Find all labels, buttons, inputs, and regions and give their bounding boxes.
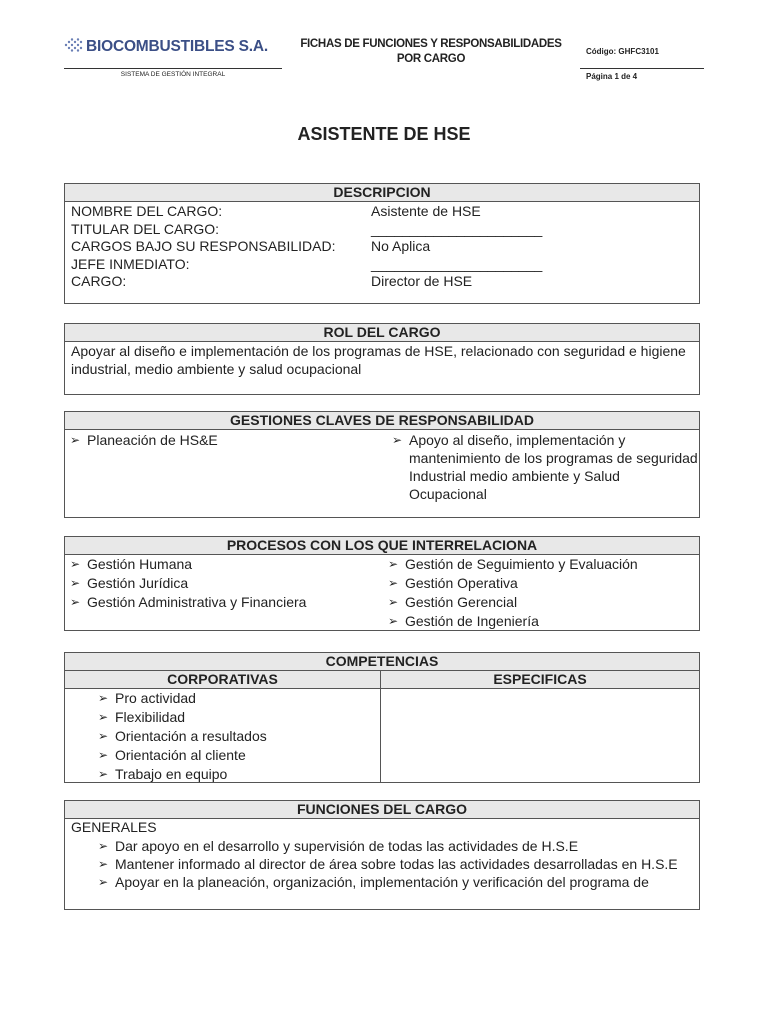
arrow-bullet-icon: ➢ [388, 595, 399, 609]
arrow-bullet-icon: ➢ [70, 595, 81, 609]
rol-text: Apoyar al diseño e implementación de los programas de HSE, relacionado con seguridad e higiene industrial, medio ambiente y salud ocupacional [71, 343, 686, 377]
gestiones-section [64, 411, 700, 518]
procesos-section [64, 536, 700, 631]
value-cargo: Director de HSE [371, 273, 473, 289]
column-header-especificas: ESPECIFICAS [381, 671, 699, 689]
list-item: ➢ Dar apoyo en el desarrollo y supervisión de todas las actividades de H.S.E [98, 837, 579, 854]
arrow-bullet-icon: ➢ [98, 856, 109, 871]
arrow-bullet-icon: ➢ [70, 557, 81, 571]
list-item: ➢ Gestión Humana [70, 556, 193, 572]
column-header-corporativas: CORPORATIVAS [65, 671, 380, 689]
list-item: ➢ Planeación de HS&E [70, 432, 218, 448]
system-name: SISTEMA DE GESTIÓN INTEGRAL [64, 68, 282, 78]
section-header: DESCRIPCION [65, 184, 699, 202]
section-header: COMPETENCIAS [65, 653, 699, 671]
header-title [284, 37, 578, 67]
company-name: BIOCOMBUSTIBLES S.A. [86, 38, 269, 55]
value-nombre: Asistente de HSE [371, 203, 481, 219]
company-logo [64, 38, 268, 56]
arrow-bullet-icon: ➢ [98, 729, 109, 743]
section-header: ROL DEL CARGO [65, 324, 699, 342]
label-cargo: CARGO: [71, 273, 127, 289]
list-item: ➢ Gestión Gerencial [388, 594, 518, 610]
corporativas-column [65, 671, 381, 783]
procesos-right-list [383, 555, 693, 631]
document-title: ASISTENTE DE HSE [297, 124, 471, 144]
arrow-bullet-icon: ➢ [392, 433, 403, 447]
list-item: ➢ Gestión Operativa [388, 575, 518, 591]
section-header: GESTIONES CLAVES DE RESPONSABILIDAD [65, 412, 699, 430]
descripcion-labels [71, 203, 336, 291]
arrow-bullet-icon: ➢ [98, 874, 109, 889]
procesos-left-list [65, 555, 375, 612]
arrow-bullet-icon: ➢ [70, 433, 81, 447]
list-item: ➢ Orientación a resultados [98, 728, 267, 744]
page-number: Página 1 de 4 [580, 68, 704, 81]
dots-logo-icon [64, 38, 84, 52]
arrow-bullet-icon: ➢ [388, 576, 399, 590]
header-title-line1: FICHAS DE FUNCIONES Y RESPONSABILIDADES [300, 38, 562, 50]
list-item: ➢ Mantener informado al director de área sobre todas las actividades desarrolladas en H.S.E [98, 855, 678, 872]
arrow-bullet-icon: ➢ [70, 576, 81, 590]
arrow-bullet-icon: ➢ [98, 691, 109, 705]
arrow-bullet-icon: ➢ [388, 557, 399, 571]
value-cargos-bajo: No Aplica [371, 238, 431, 254]
arrow-bullet-icon: ➢ [98, 748, 109, 762]
list-item: ➢ Gestión Jurídica [70, 575, 189, 591]
funciones-section [64, 800, 700, 910]
arrow-bullet-icon: ➢ [388, 614, 399, 628]
section-header: PROCESOS CON LOS QUE INTERRELACIONA [65, 537, 699, 555]
value-titular: ______________________ [371, 220, 543, 237]
list-item: ➢ Gestión Administrativa y Financiera [70, 594, 307, 610]
value-jefe: ______________________ [371, 255, 543, 272]
header-title-line2: POR CARGO [396, 53, 466, 65]
label-titular: TITULAR DEL CARGO: [71, 220, 220, 237]
list-item: ➢ Orientación al cliente [98, 747, 246, 763]
label-jefe: JEFE INMEDIATO: [71, 255, 190, 272]
label-cargos-bajo: CARGOS BAJO SU RESPONSABILIDAD: [71, 238, 336, 254]
descripcion-section [64, 183, 700, 304]
descripcion-values [371, 203, 542, 291]
list-item: ➢ Apoyar en la planeación, organización, implementación y verificación del programa de [98, 873, 649, 890]
competencias-section [64, 652, 700, 783]
list-item: ➢ Flexibilidad [98, 709, 186, 725]
list-item: ➢ Apoyo al diseño, implementación y mantenimiento de los programas de seguridad Industrial medio ambiente y Salud Ocupacional [392, 432, 698, 502]
list-item: ➢ Pro actividad [98, 690, 196, 706]
section-header: FUNCIONES DEL CARGO [65, 801, 699, 819]
especificas-column [381, 671, 699, 783]
arrow-bullet-icon: ➢ [98, 838, 109, 853]
list-item: ➢ Trabajo en equipo [98, 766, 228, 782]
funciones-subtitle: GENERALES [71, 819, 157, 835]
list-item: ➢ Gestión de Seguimiento y Evaluación [388, 556, 638, 572]
label-nombre: NOMBRE DEL CARGO: [71, 203, 223, 219]
list-item: ➢ Gestión de Ingeniería [388, 613, 539, 629]
arrow-bullet-icon: ➢ [98, 710, 109, 724]
arrow-bullet-icon: ➢ [98, 767, 109, 781]
document-code: Código: GHFC3101 [586, 47, 659, 56]
rol-section [64, 323, 700, 395]
